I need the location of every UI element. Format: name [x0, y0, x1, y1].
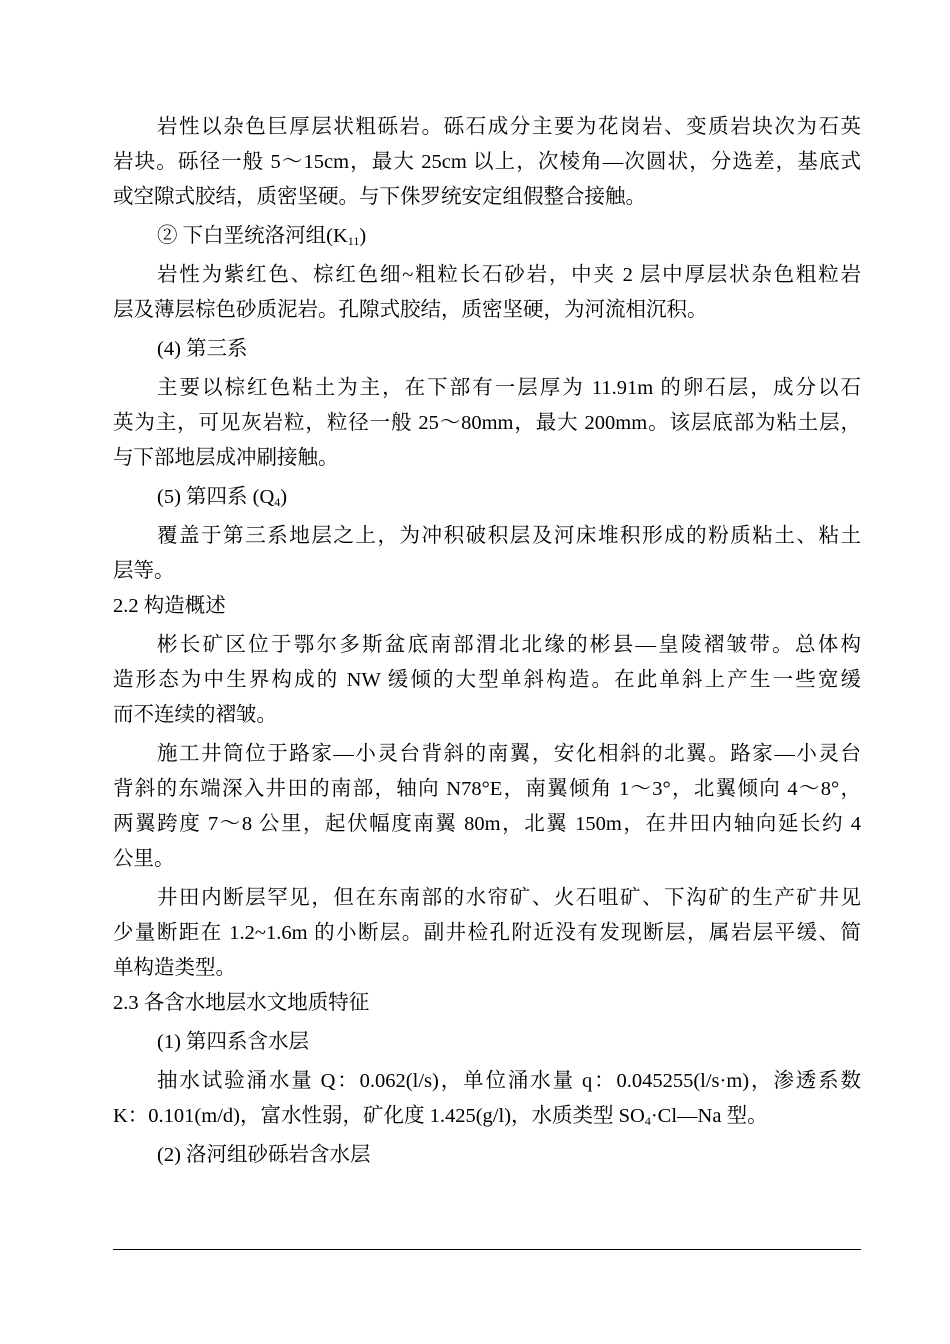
heading-quaternary: (5) 第四系 $(Q_4)$ [157, 486, 288, 509]
heading-tertiary: (4) 第三系 [157, 338, 248, 360]
paragraph-line: 与下部地层成冲刷接触。 [113, 447, 339, 469]
paragraph-line: 层及薄层棕色砂质泥岩。孔隙式胶结，质密坚硬，为河流相沉积。 [113, 299, 708, 321]
paragraph-line: 覆盖于第三系地层之上，为冲积破积层及河床堆积形成的粉质粘土、粘土 [157, 525, 861, 547]
paragraph-line: 英为主，可见灰岩粒，粒径一般 25～80mm，最大 200mm。该层底部为粘土层， [113, 412, 861, 434]
section-heading-2-3: 2.3 各含水地层水文地质特征 [113, 992, 370, 1014]
paragraph-line: 岩性为紫红色、棕红色细~粗粒长石砂岩，中夹 2 层中厚层状杂色粗粒岩 [157, 264, 861, 286]
paragraph-line: 两翼跨度 7～8 公里，起伏幅度南翼 80m，北翼 150m，在井田内轴向延长约 4 [113, 813, 861, 835]
paragraph-line: 抽水试验涌水量 Q：0.062(l/s)，单位涌水量 q：0.045255(l/s·m)，渗透系数 [157, 1070, 861, 1092]
paragraph-line: 彬长矿区位于鄂尔多斯盆底南部渭北北缘的彬县—皇陵褶皱带。总体构 [157, 634, 861, 656]
document-page [113, 110, 861, 1173]
paragraph-line: 或空隙式胶结，质密坚硬。与下侏罗统安定组假整合接触。 [113, 186, 646, 208]
paragraph-line: 主要以棕红色粘土为主，在下部有一层厚为 11.91m 的卵石层，成分以石 [157, 377, 861, 399]
paragraph-line: 公里。 [113, 848, 175, 870]
paragraph-line: 施工井筒位于路家—小灵台背斜的南翼，安化相斜的北翼。路家—小灵台 [157, 743, 861, 765]
paragraph-line: 单构造类型。 [113, 957, 236, 979]
paragraph-line: 岩性以杂色巨厚层状粗砾岩。砾石成分主要为花岗岩、变质岩块次为石英 [157, 116, 861, 138]
paragraph-line: 岩块。砾径一般 5～15cm，最大 25cm 以上，次棱角—次圆状，分选差，基底式 [113, 151, 861, 173]
footer-divider [113, 1249, 861, 1250]
paragraph-line: 层等。 [113, 560, 175, 582]
paragraph-line: K：0.101(m/d)，富水性弱，矿化度 1.425(g/l)，水质类型 $SO_4\cdot Cl—Na$ 型。 [113, 1105, 768, 1128]
heading-quaternary-aquifer: (1) 第四系含水层 [157, 1031, 310, 1053]
paragraph-line: 井田内断层罕见，但在东南部的水帘矿、火石咀矿、下沟矿的生产矿井见 [157, 887, 861, 909]
paragraph-line: 造形态为中生界构成的 NW 缓倾的大型单斜构造。在此单斜上产生一些宽缓 [113, 669, 861, 691]
paragraph-line: 少量断距在 1.2~1.6m 的小断层。副井检孔附近没有发现断层，属岩层平缓、简 [113, 922, 861, 944]
paragraph-line: 而不连续的褶皱。 [113, 704, 277, 726]
heading-luohe-formation: ② 下白垩统洛河组$(K_{11})$ [157, 225, 367, 248]
heading-luohe-aquifer: (2) 洛河组砂砾岩含水层 [157, 1144, 371, 1166]
section-heading-2-2: 2.2 构造概述 [113, 595, 226, 617]
paragraph-line: 背斜的东端深入井田的南部，轴向 N78°E，南翼倾角 1～3°，北翼倾向 4～8°， [113, 778, 861, 800]
